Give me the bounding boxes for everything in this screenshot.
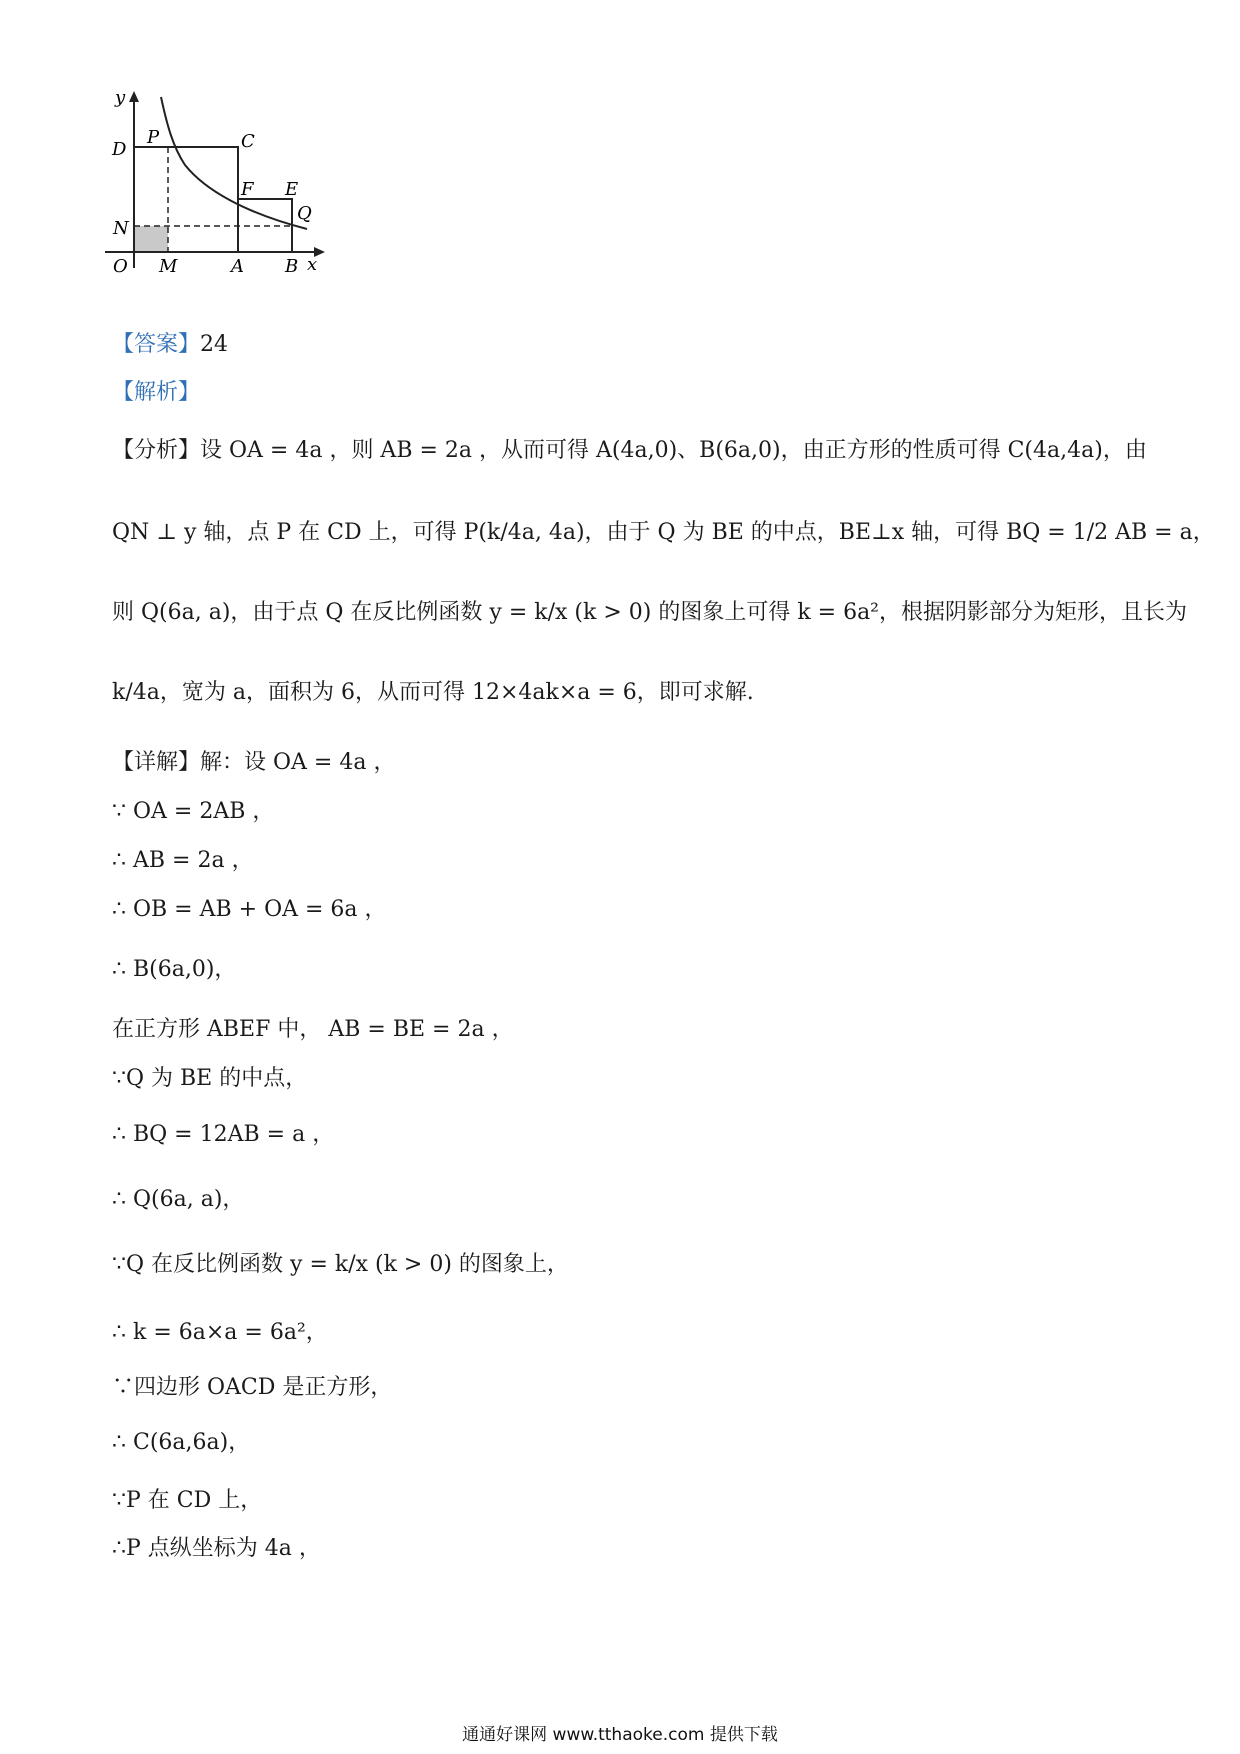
detail-line-10: ∵Q 在反比例函数 y = k/x (k > 0) 的图象上， <box>112 1252 569 1277</box>
fenxi-line-4: k/4a，宽为 a，面积为 6，从而可得 12×4ak×a = 6，即可求解. <box>112 680 754 705</box>
fenxi-line-3: 则 Q(6a, a)，由于点 Q 在反比例函数 y = k/x (k > 0) 的图象上可得 k = 6a²，根据阴影部分为矩形，且长为 <box>112 600 1188 625</box>
coordinate-figure <box>95 85 345 285</box>
hyperbola-curve <box>161 97 307 229</box>
answer-value: 24 <box>200 332 229 357</box>
page-footer: 通通好课网 www.tthaoke.com 提供下载 <box>462 1725 778 1745</box>
shaded-rectangle <box>134 226 168 252</box>
detail-line-8: ∴ BQ = 12AB = a ， <box>112 1122 335 1147</box>
detail-line-4: ∴ OB = AB + OA = 6a ， <box>112 897 387 922</box>
label-y: y <box>115 87 126 108</box>
label-n: N <box>113 218 129 239</box>
detail-line-2: ∵ OA = 2AB ， <box>112 799 275 824</box>
detail-line-15: ∴P 点纵坐标为 4a ， <box>112 1536 321 1561</box>
label-m: M <box>159 256 178 277</box>
fenxi-line-2: QN ⊥ y 轴，点 P 在 CD 上，可得 P(k/4a, 4a)，由于 Q 为 BE 的中点，BE⊥x 轴，可得 BQ = 1/2 AB = a， <box>112 520 1215 545</box>
detail-line-6: 在正方形 ABEF 中， AB = BE = 2a ， <box>112 1017 514 1042</box>
figure-svg <box>95 85 345 285</box>
label-p: P <box>147 127 160 148</box>
detail-line-9: ∴ Q(6a, a)， <box>112 1187 245 1212</box>
label-f: F <box>241 179 254 200</box>
label-a: A <box>231 256 244 277</box>
label-x: x <box>307 254 318 275</box>
fenxi-line-1: 【分析】设 OA = 4a ，则 AB = 2a ，从而可得 A(4a,0)、B(6a,0)，由正方形的性质可得 C(4a,4a)，由 <box>112 438 1147 463</box>
answer-tag: 【答案】 <box>112 332 201 357</box>
label-e: E <box>285 179 299 200</box>
label-q: Q <box>297 203 312 224</box>
detail-line-12: ∵四边形 OACD 是正方形， <box>112 1375 393 1400</box>
label-b: B <box>285 256 299 277</box>
detail-line-5: ∴ B(6a,0)， <box>112 957 237 982</box>
label-c: C <box>241 131 255 152</box>
detail-line-1: 【详解】解：设 OA = 4a ， <box>112 750 396 775</box>
analysis-tag: 【解析】 <box>112 380 201 405</box>
detail-line-7: ∵Q 为 BE 的中点， <box>112 1066 308 1091</box>
detail-line-11: ∴ k = 6a×a = 6a²， <box>112 1320 328 1345</box>
detail-line-3: ∴ AB = 2a ， <box>112 848 254 873</box>
answer-line <box>112 330 228 360</box>
detail-line-14: ∵P 在 CD 上， <box>112 1488 263 1513</box>
y-axis-arrow <box>129 91 139 102</box>
label-o: O <box>113 256 128 277</box>
detail-line-13: ∴ C(6a,6a)， <box>112 1430 251 1455</box>
label-d: D <box>112 139 127 160</box>
